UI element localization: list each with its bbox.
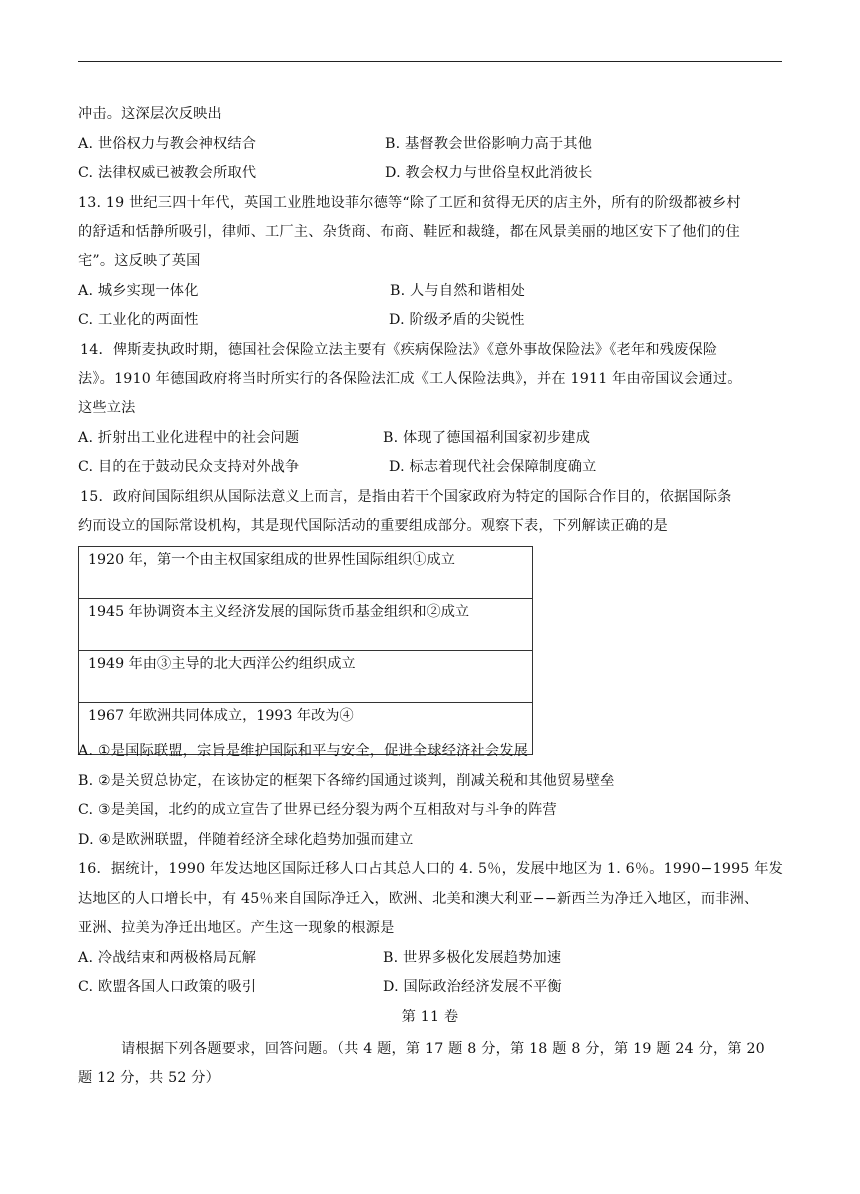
- q13-option-a: A. 城乡实现一体化: [78, 283, 199, 299]
- q16-stem-line-1: 16．据统计，1990 年发达地区国际迁移人口占其总人口的 4. 5％，发展中地区为 1. 6％。1990−1995 年发: [78, 861, 784, 877]
- q12-stem-tail: 冲击。这深层次反映出: [78, 106, 222, 122]
- table-cell: 1945 年协调资本主义经济发展的国际货币基金组织和②成立: [79, 599, 533, 651]
- q16-option-d: D. 国际政治经济发展不平衡: [383, 979, 562, 995]
- q15-option-c: C. ③是美国，北约的成立宣告了世界已经分裂为两个互相敌对与斗争的阵营: [78, 802, 557, 818]
- table-row: [79, 547, 533, 599]
- section-instructions-line-2: 题 12 分，共 52 分）: [78, 1070, 221, 1086]
- q13-stem-line-3: 宅”。这反映了英国: [78, 253, 201, 269]
- q16-option-c: C. 欧盟各国人口政策的吸引: [78, 979, 257, 995]
- organizations-table: [78, 546, 533, 755]
- q16-stem-line-3: 亚洲、拉美为净迁出地区。产生这一现象的根源是: [78, 920, 395, 936]
- q15-option-a: A. ①是国际联盟，宗旨是维护国际和平与安全，促进全球经济社会发展: [78, 743, 529, 759]
- header-rule: [78, 61, 782, 62]
- q14-option-d: D. 标志着现代社会保障制度确立: [389, 459, 597, 475]
- q16-stem-line-2: 达地区的人口增长中，有 45％来自国际净迁入，欧洲、北美和澳大利亚−−新西兰为净迁入地区，而非洲、: [78, 891, 759, 907]
- q13-option-b: B. 人与自然和谐相处: [390, 283, 526, 299]
- q15-stem-line-2: 约而设立的国际常设机构，其是现代国际活动的重要组成部分。观察下表，下列解读正确的是: [78, 518, 668, 534]
- q14-option-b: B. 体现了德国福利国家初步建成: [383, 430, 591, 446]
- table-cell: 1949 年由③主导的北大西洋公约组织成立: [79, 651, 533, 703]
- q12-option-b: B. 基督教会世俗影响力高于其他: [385, 136, 593, 152]
- table-row: [79, 599, 533, 651]
- q14-stem-line-3: 这些立法: [78, 400, 136, 416]
- table-row: [79, 651, 533, 703]
- q12-option-c: C. 法律权威已被教会所取代: [78, 165, 257, 181]
- q14-option-a: A. 折射出工业化进程中的社会问题: [78, 430, 300, 446]
- q16-option-a: A. 冷战结束和两极格局瓦解: [78, 950, 257, 966]
- q15-option-d: D. ④是欧洲联盟，伴随着经济全球化趋势加强而建立: [78, 832, 414, 848]
- q13-option-d: D. 阶级矛盾的尖锐性: [389, 312, 525, 328]
- q15-stem-line-1: 15．政府间国际组织从国际法意义上而言，是指由若干个国家政府为特定的国际合作目的，依据国际条: [80, 489, 732, 505]
- q16-option-b: B. 世界多极化发展趋势加速: [383, 950, 562, 966]
- q14-stem-line-1: 14．俾斯麦执政时期，德国社会保险立法主要有《疾病保险法》《意外事故保险法》《老年和残废保险: [80, 342, 718, 358]
- section-instructions-line-1: 请根据下列各题要求，回答问题。（共 4 题，第 17 题 8 分，第 18 题 8 分，第 19 题 24 分，第 20: [121, 1041, 765, 1057]
- table-cell: 1967 年欧洲共同体成立，1993 年改为④: [79, 703, 533, 755]
- q15-option-b: B. ②是关贸总协定，在该协定的框架下各缔约国通过谈判，削减关税和其他贸易壁垒: [78, 773, 615, 789]
- q13-stem-line-2: 的舒适和恬静所吸引，律师、工厂主、杂货商、布商、鞋匠和裁缝，都在风景美丽的地区安下了他们的住: [78, 224, 740, 240]
- q14-option-c: C. 目的在于鼓动民众支持对外战争: [78, 459, 300, 475]
- q13-stem-line-1: 13. 19 世纪三四十年代，英国工业胜地设菲尔德等“除了工匠和贫得无厌的店主外，所有的阶级都被乡村: [78, 195, 741, 211]
- q12-option-d: D. 教会权力与世俗皇权此消彼长: [385, 165, 593, 181]
- table-cell: 1920 年，第一个由主权国家组成的世界性国际组织①成立: [79, 547, 533, 599]
- q13-option-c: C. 工业化的两面性: [78, 312, 199, 328]
- q12-option-a: A. 世俗权力与教会神权结合: [78, 136, 257, 152]
- section-title: 第 11 卷: [401, 1009, 459, 1025]
- q14-stem-line-2: 法》。1910 年德国政府将当时所实行的各保险法汇成《工人保险法典》，并在 1911 年由帝国议会通过。: [78, 371, 742, 387]
